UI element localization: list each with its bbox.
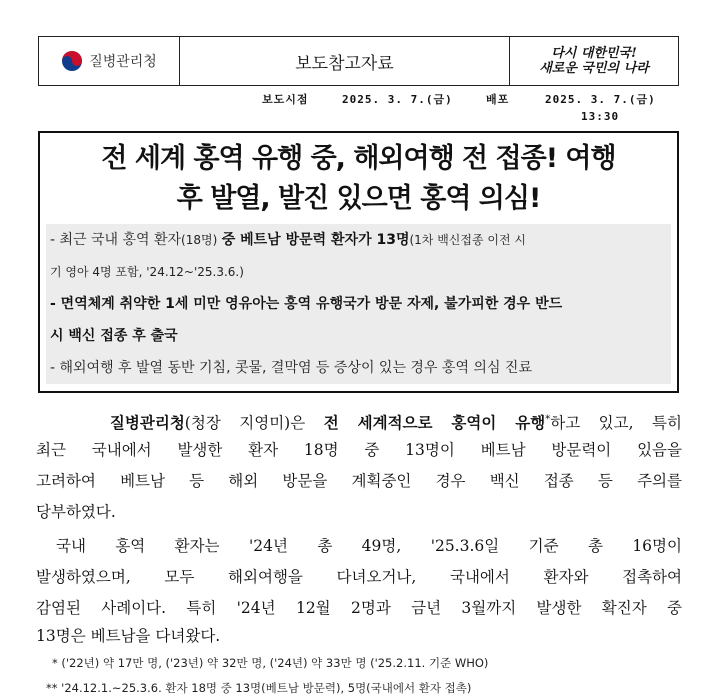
agency-name: 질병관리청 (89, 54, 157, 70)
slogan-line2: 새로운 국민의 나라 (539, 61, 649, 76)
summary-bullets (46, 224, 671, 384)
bullet-2-cont: 시 백신 접종 후 출국 (50, 328, 178, 344)
agency-logo (61, 50, 157, 72)
paragraph-1-line-1: 질병관리청(청장 지영미)은 전 세계적으로 홍역이 유행*하고 있고, 특히 (109, 413, 682, 433)
headline-line1: 전 세계 홍역 유행 중, 해외여행 전 접종! 여행 (101, 143, 616, 174)
bullet-2: - 면역체계 취약한 1세 미만 영유아는 홍역 유행국가 방문 자제, 불가피한 경우 반드 (50, 296, 563, 312)
header-box (38, 36, 679, 86)
dist-date: 2025. 3. 7.(금) (545, 93, 656, 106)
paragraph-1-line-3: 고려하여 베트남 등 해외 방문을 계획중인 경우 백신 접종 등 주의를 (36, 472, 682, 490)
paragraph-1-line-4: 당부하였다. (36, 503, 116, 521)
slogan (510, 37, 678, 85)
slogan-line1: 다시 대한민국! (551, 46, 637, 61)
bullet-1-cont: 기 영아 4명 포함, '24.12~'25.3.6.) (50, 265, 244, 279)
agency-logo-cell (39, 37, 180, 85)
paragraph-1-line-2: 최근 국내에서 발생한 환자 18명 중 13명이 베트남 방문력이 있음을 (36, 441, 682, 459)
taegeuk-emblem-icon (61, 50, 83, 72)
paragraph-2-line-4: 13명은 베트남을 다녀왔다. (36, 627, 221, 645)
headline-line2: 후 발열, 발진 있으면 홍역 의심! (176, 183, 541, 214)
release-date: 2025. 3. 7.(금) (342, 93, 453, 106)
doc-type: 보도참고자료 (180, 37, 510, 85)
paragraph-2-line-2: 발생하였으며, 모두 해외여행을 다녀오거나, 국내에서 환자와 접촉하여 (36, 568, 682, 586)
paragraph-2-line-1: 국내 홍역 환자는 '24년 총 49명, '25.3.6일 기준 총 16명이 (56, 537, 682, 555)
dist-time: 13:30 (581, 110, 620, 123)
footnote-2: ** '24.12.1.~25.3.6. 환자 18명 중 13명(베트남 방문력), 5명(국내에서 환자 접촉) (46, 681, 472, 695)
footnote-1: * ('22년) 약 17만 명, ('23년) 약 32만 명, ('24년) 약 33만 명 ('25.2.11. 기준 WHO) (52, 656, 489, 670)
paragraph-2-line-3: 감염된 사례이다. 특히 '24년 12월 2명과 금년 3월까지 발생한 확진자 중 (36, 599, 682, 617)
headline-box (38, 131, 679, 393)
bullet-3: - 해외여행 후 발열 동반 기침, 콧물, 결막염 등 증상이 있는 경우 홍역 의심 진료 (50, 360, 532, 376)
release-label: 보도시점 (262, 93, 309, 106)
headline (40, 139, 677, 219)
dist-label: 배포 (486, 93, 510, 106)
bullet-1: - 최근 국내 홍역 환자(18명) 중 베트남 방문력 환자가 13명(1차 백신접종 이전 시 (50, 232, 526, 248)
